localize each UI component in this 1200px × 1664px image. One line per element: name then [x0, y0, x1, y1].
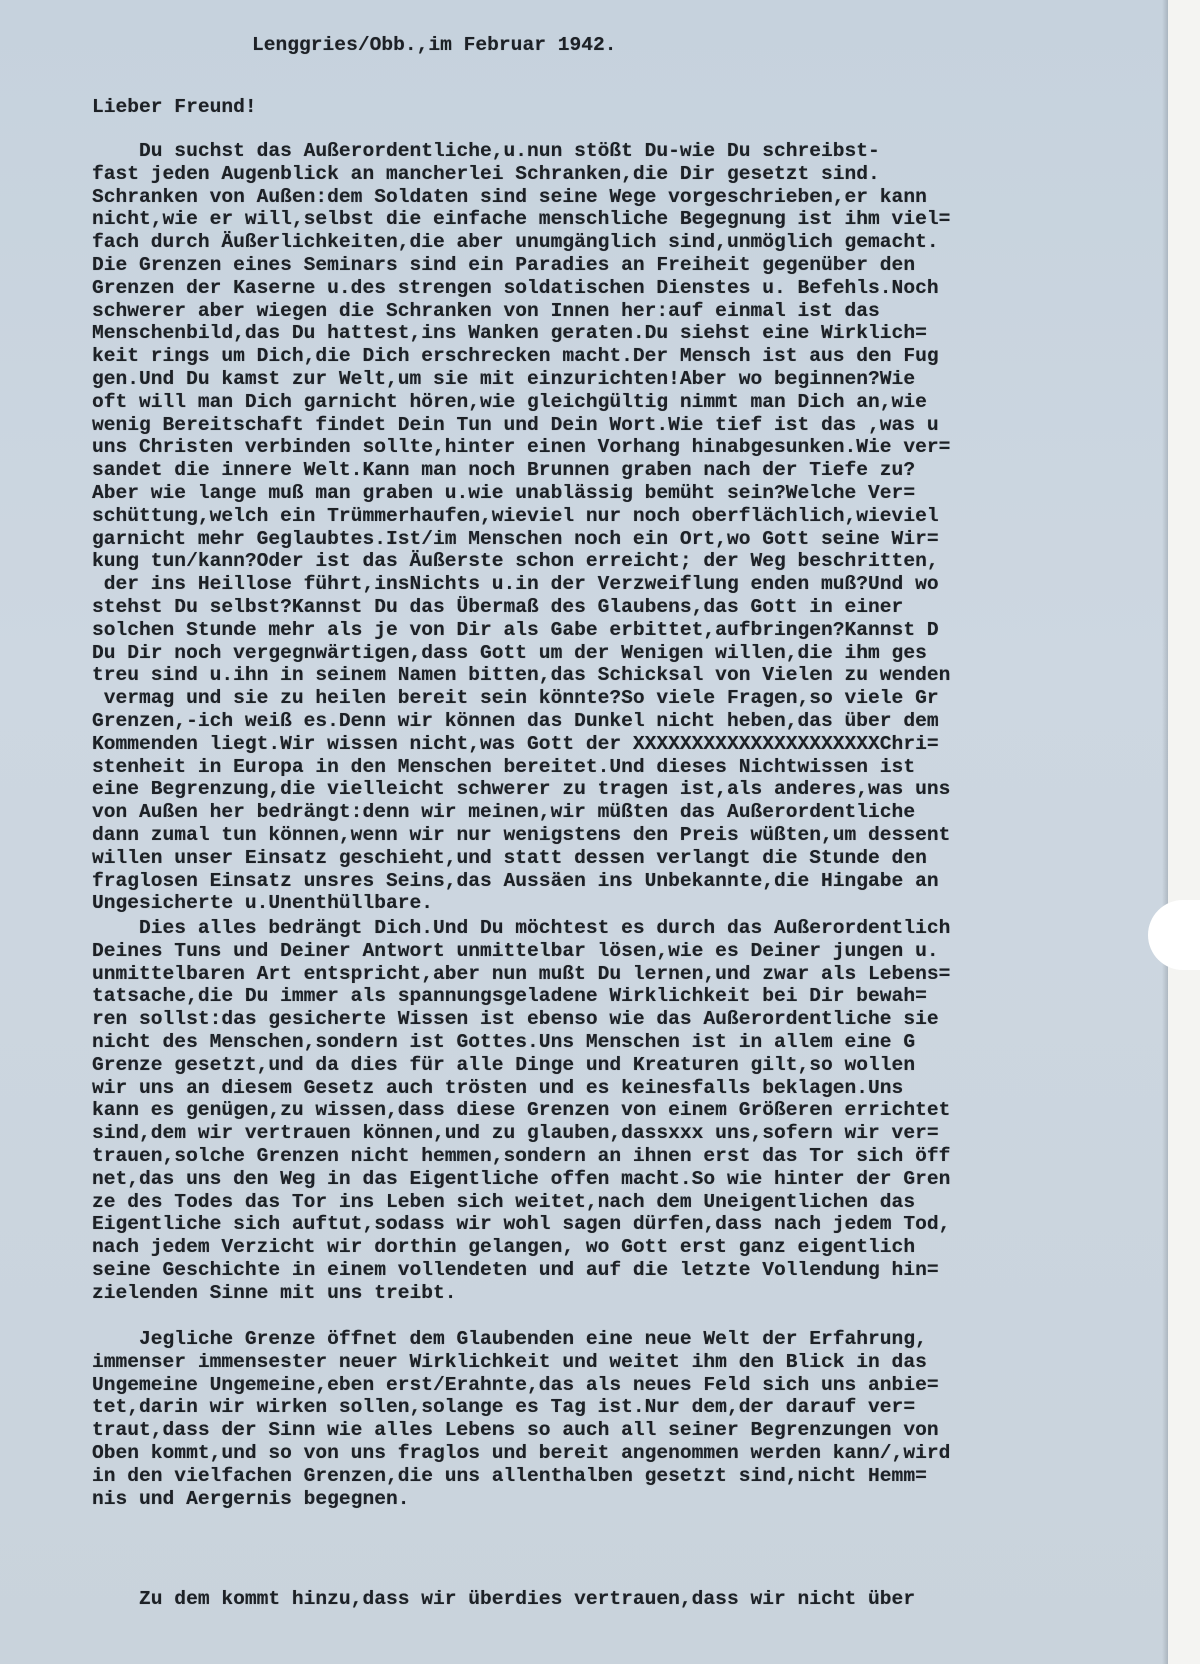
paragraph-3-line: tet,darin wir wirken sollen,solange es Tag ist.Nur dem,der darauf ver= — [92, 1396, 916, 1419]
paragraph-1-line: Aber wie lange muß man graben u.wie unablässig bemüht sein?Welche Ver= — [92, 482, 916, 504]
paragraph-2-line: Eigentliche sich auftut,sodass wir wohl sagen dürfen,dass nach jedem Tod, — [92, 1213, 951, 1236]
paragraph-1-line: Die Grenzen eines Seminars sind ein Paradies an Freiheit gegenüber den — [92, 254, 916, 276]
paragraph-1-line: der ins Heillose führt,insNichts u.in der Verzweiflung enden muß?Und wo — [92, 573, 939, 596]
paragraph-3-line: immenser immensester neuer Wirklichkeit und weitet ihm den Blick in das — [92, 1350, 927, 1373]
paragraph-1-line: treu sind u.ihn in seinem Namen bitten,das Schicksal von Vielen zu wenden — [92, 664, 951, 687]
paragraph-1-line: solchen Stunde mehr als je von Dir als Gabe erbittet,aufbringen?Kannst D — [92, 618, 939, 641]
paragraph-2-line: Dies alles bedrängt Dich.Und Du möchtest es durch das Außerordentlich — [92, 917, 951, 939]
paragraph-1-line: Du Dir noch vergegnwärtigen,dass Gott um der Wenigen willen,die ihm ges — [92, 641, 927, 664]
paragraph-2-line: net,das uns den Weg in das Eigentliche offen macht.So wie hinter der Gren — [92, 1167, 951, 1190]
paragraph-1-line: Grenzen der Kaserne u.des strengen soldatischen Dienstes u. Befehls.Noch — [92, 276, 939, 299]
paragraph-1-line: uns Christen verbinden sollte,hinter einen Vorhang hinabgesunken.Wie ver= — [92, 436, 951, 459]
paragraph-3-line: nis und Aergernis begegnen. — [92, 1487, 410, 1510]
paragraph-1-line: nicht,wie er will,selbst die einfache menschliche Begegnung ist ihm viel= — [92, 208, 951, 231]
paragraph-2-line: Grenze gesetzt,und da dies für alle Dinge und Kreaturen gilt,so wollen — [92, 1053, 916, 1076]
paragraph-1-line: oft will man Dich garnicht hören,wie gleichgültig nimmt man Dich an,wie — [92, 390, 927, 413]
paragraph-3-line: Oben kommt,und so von uns fraglos und bereit angenommen werden kann/,wird — [92, 1442, 951, 1464]
paragraph-3-line: traut,dass der Sinn wie alles Lebens so auch all seiner Begrenzungen von — [92, 1419, 939, 1442]
paragraph-1-line: keit rings um Dich,die Dich erschrecken macht.Der Mensch ist aus den Fug — [92, 345, 939, 368]
paragraph-3-line: Jegliche Grenze öffnet dem Glaubenden eine neue Welt der Erfahrung, — [92, 1328, 927, 1350]
paragraph-1-line: fraglosen Einsatz unsres Seins,das Aussäen ins Unbekannte,die Hingabe an — [92, 869, 939, 892]
paragraph-1-line: willen unser Einsatz geschieht,und statt dessen verlangt die Stunde den — [92, 846, 927, 869]
paragraph-2-line: sind,dem wir vertrauen können,und zu glauben,dassxxx uns,sofern wir ver= — [92, 1122, 939, 1145]
paragraph-2-line: nicht des Menschen,sondern ist Gottes.Uns Menschen ist in allem eine G — [92, 1031, 916, 1053]
paragraph-2-line: Deines Tuns und Deiner Antwort unmittelbar lösen,wie es Deiner jungen u. — [92, 939, 939, 962]
paragraph-1-line: Grenzen,-ich weiß es.Denn wir können das Dunkel nicht heben,das über dem — [92, 710, 939, 732]
paragraph-2-line: ze des Todes das Tor ins Leben sich weitet,nach dem Uneigentlichen das — [92, 1190, 916, 1213]
paragraph-1-line: wenig Bereitschaft findet Dein Tun und Dein Wort.Wie tief ist das ,was u — [92, 413, 939, 436]
paragraph-1-line: fach durch Äußerlichkeiten,die aber unumgänglich sind,unmöglich gemacht. — [92, 231, 939, 254]
paragraph-1-line: vermag und sie zu heilen bereit sein könnte?So viele Fragen,so viele Gr — [92, 687, 939, 710]
paragraph-1-line: stehst Du selbst?Kannst Du das Übermaß des Glaubens,das Gott in einer — [92, 596, 904, 618]
paragraph-2-line: tatsache,die Du immer als spannungsgeladene Wirklichkeit bei Dir bewah= — [92, 985, 927, 1008]
paragraph-1-line: sandet die innere Welt.Kann man noch Brunnen graben nach der Tiefe zu? — [92, 459, 916, 482]
paragraph-1-line: Menschenbild,das Du hattest,ins Wanken geraten.Du siehst eine Wirklich= — [92, 322, 927, 345]
paragraph-2-line: ren sollst:das gesicherte Wissen ist ebenso wie das Außerordentliche sie — [92, 1008, 939, 1031]
page-margin — [1168, 0, 1200, 1664]
paragraph-2-line: nach jedem Verzicht wir dorthin gelangen, wo Gott erst ganz eigentlich — [92, 1236, 916, 1259]
paragraph-1-line: gen.Und Du kamst zur Welt,um sie mit einzurichten!Aber wo beginnen?Wie — [92, 368, 916, 390]
paragraph-2-line: wir uns an diesem Gesetz auch trösten und es keinesfalls beklagen.Uns — [92, 1076, 904, 1099]
paragraph-2-line: trauen,solche Grenzen nicht hemmen,sondern an ihnen erst das Tor sich öff — [92, 1145, 951, 1167]
paragraph-1-line: garnicht mehr Geglaubtes.Ist/im Menschen noch ein Ort,wo Gott seine Wir= — [92, 527, 939, 550]
paragraph-1-line: schüttung,welch ein Trümmerhaufen,wieviel nur noch oberflächlich,wieviel — [92, 504, 939, 527]
paragraph-2-line: zielenden Sinne mit uns treibt. — [92, 1281, 457, 1304]
paragraph-2-line: seine Geschichte in einem vollendeten und auf die letzte Vollendung hin= — [92, 1259, 939, 1281]
letter-heading: Lenggries/Obb.,im Februar 1942. — [252, 34, 617, 56]
paragraph-1-line: fast jeden Augenblick an mancherlei Schranken,die Dir gesetzt sind. — [92, 162, 880, 185]
paragraph-1-line: Ungesicherte u.Unenthüllbare. — [92, 892, 433, 915]
paragraph-3-line: in den vielfachen Grenzen,die uns allenthalben gesetzt sind,nicht Hemm= — [92, 1464, 927, 1487]
paragraph-1-line: Du suchst das Außerordentliche,u.nun stößt Du-wie Du schreibst- — [92, 140, 880, 162]
paragraph-1-line: von Außen her bedrängt:denn wir meinen,wir müßten das Außerordentliche — [92, 801, 916, 824]
paragraph-3-line: Ungemeine Ungemeine,eben erst/Erahnte,das als neues Feld sich uns anbie= — [92, 1373, 939, 1396]
paragraph-1-line: kung tun/kann?Oder ist das Äußerste schon erreicht; der Weg beschritten, — [92, 550, 939, 573]
paragraph-2-line: kann es genügen,zu wissen,dass diese Grenzen von einem Größeren errichtet — [92, 1099, 951, 1122]
paragraph-1-line: Schranken von Außen:dem Soldaten sind seine Wege vorgeschrieben,er kann — [92, 185, 927, 208]
paragraph-1-line: eine Begrenzung,die vielleicht schwerer zu tragen ist,als anderes,was uns — [92, 778, 951, 801]
letter-salutation: Lieber Freund! — [92, 96, 257, 118]
paragraph-1-line: stenheit in Europa in den Menschen bereitet.Und dieses Nichtwissen ist — [92, 755, 916, 778]
paragraph-1-line: dann zumal tun können,wenn wir nur wenigstens den Preis wüßten,um dessent — [92, 824, 951, 846]
paragraph-4-line: Zu dem kommt hinzu,dass wir überdies vertrauen,dass wir nicht über — [92, 1588, 916, 1610]
paragraph-1-line: schwerer aber wiegen die Schranken von Innen her:auf einmal ist das — [92, 299, 880, 322]
paragraph-2-line: unmittelbaren Art entspricht,aber nun mußt Du lernen,und zwar als Lebens= — [92, 962, 951, 985]
paragraph-1-line: Kommenden liegt.Wir wissen nicht,was Gott der XXXXXXXXXXXXXXXXXXXXXChri= — [92, 732, 939, 755]
